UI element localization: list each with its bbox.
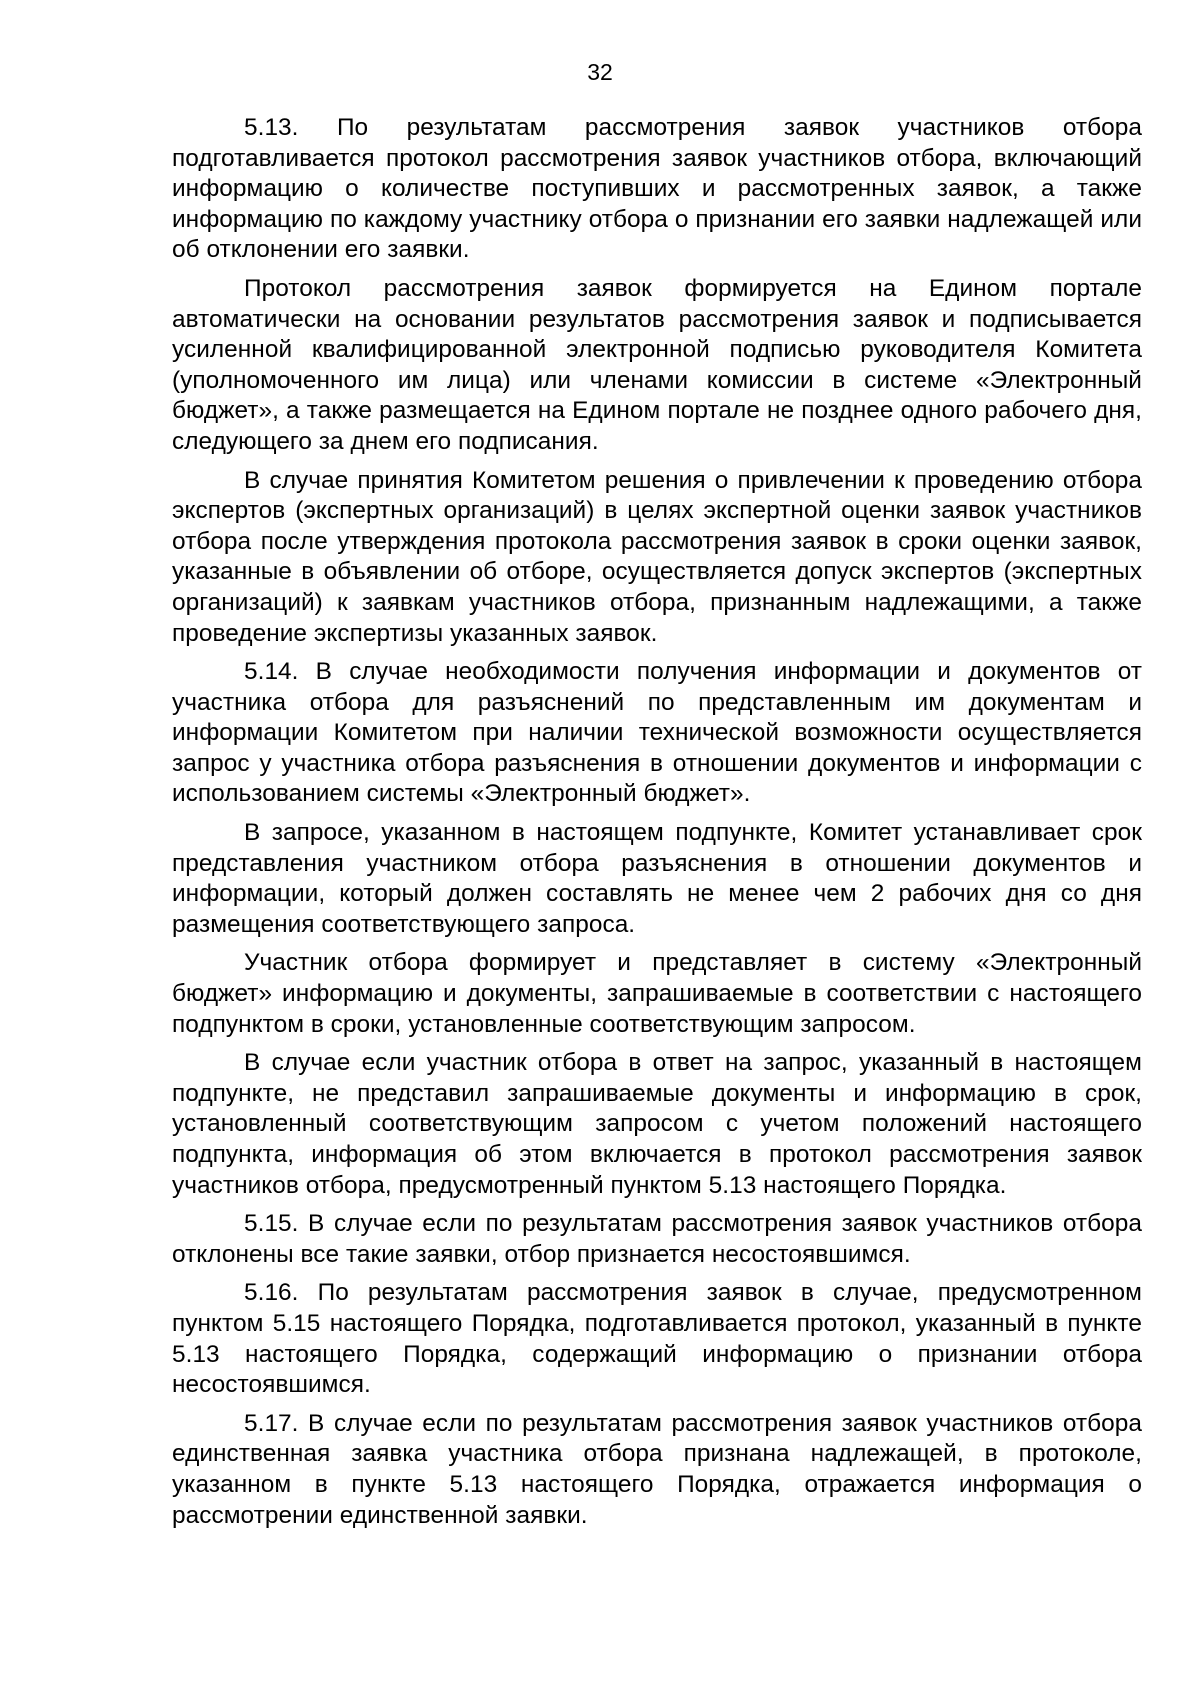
paragraph-participant-response: Участник отбора формирует и представляет в систему «Электронный бюджет» информацию и документы, запрашиваемые в соответствии с настоящего подпунктом в сроки, установленные соответствующим запросом. [172, 949, 1142, 1038]
paragraph-5-16: 5.16. По результатам рассмотрения заявок в случае, предусмотренном пунктом 5.15 настоящего Порядка, подготавливается протокол, указанный в пункте 5.13 настоящего Порядка, содержащий информацию о признании отбора несостоявшимся. [172, 1279, 1142, 1399]
paragraph-5-14: 5.14. В случае необходимости получения информации и документов от участника отбора для разъяснений по представленным им документам и информации Комитетом при наличии технической возможности осуществляется запрос у участника отбора разъяснения в отношении документов и информации с использованием системы «Электронный бюджет». [172, 658, 1142, 808]
paragraph-5-17: 5.17. В случае если по результатам рассмотрения заявок участников отбора единственная заявка участника отбора признана надлежащей, в протоколе, указанном в пункте 5.13 настоящего Порядка, отражается информация о рассмотрении единственной заявки. [172, 1409, 1142, 1529]
paragraph-no-response: В случае если участник отбора в ответ на запрос, указанный в настоящем подпункте, не представил запрашиваемые документы и информацию в срок, установленный соответствующим запросом с учетом положений настоящего подпункта, информация об этом включается в протокол рассмотрения заявок участников отбора, предусмотренный пунктом 5.13 настоящего Порядка. [172, 1049, 1142, 1199]
paragraph-5-13: 5.13. По результатам рассмотрения заявок участников отбора подготавливается протокол рассмотрения заявок участников отбора, включающий информацию о количестве поступивших и рассмотренных заявок, а также информацию по каждому участнику отбора о признании его заявки надлежащей или об отклонении его заявки. [172, 114, 1142, 264]
paragraph-experts-involvement: В случае принятия Комитетом решения о привлечении к проведению отбора экспертов (экспертных организаций) в целях экспертной оценки заявок участников отбора после утверждения протокола рассмотрения заявок в сроки оценки заявок, указанные в объявлении об отборе, осуществляется допуск экспертов (экспертных организаций) к заявкам участников отбора, признанным надлежащими, а также проведение экспертизы указанных заявок. [172, 466, 1142, 647]
document-body [172, 113, 1142, 1539]
paragraph-protocol-formation: Протокол рассмотрения заявок формируется на Едином портале автоматически на основании результатов рассмотрения заявок и подписывается усиленной квалифицированной электронной подписью руководителя Комитета (уполномоченного им лица) или членами комиссии в системе «Электронный бюджет», а также размещается на Едином портале не позднее одного рабочего дня, следующего за днем его подписания. [172, 274, 1142, 455]
page-number: 32 [587, 59, 613, 85]
paragraph-5-15: 5.15. В случае если по результатам рассмотрения заявок участников отбора отклонены все такие заявки, отбор признается несостоявшимся. [172, 1210, 1142, 1268]
paragraph-request-deadline: В запросе, указанном в настоящем подпункте, Комитет устанавливает срок представления участником отбора разъяснения в отношении документов и информации, который должен составлять не менее чем 2 рабочих дня со дня размещения соответствующего запроса. [172, 819, 1142, 938]
